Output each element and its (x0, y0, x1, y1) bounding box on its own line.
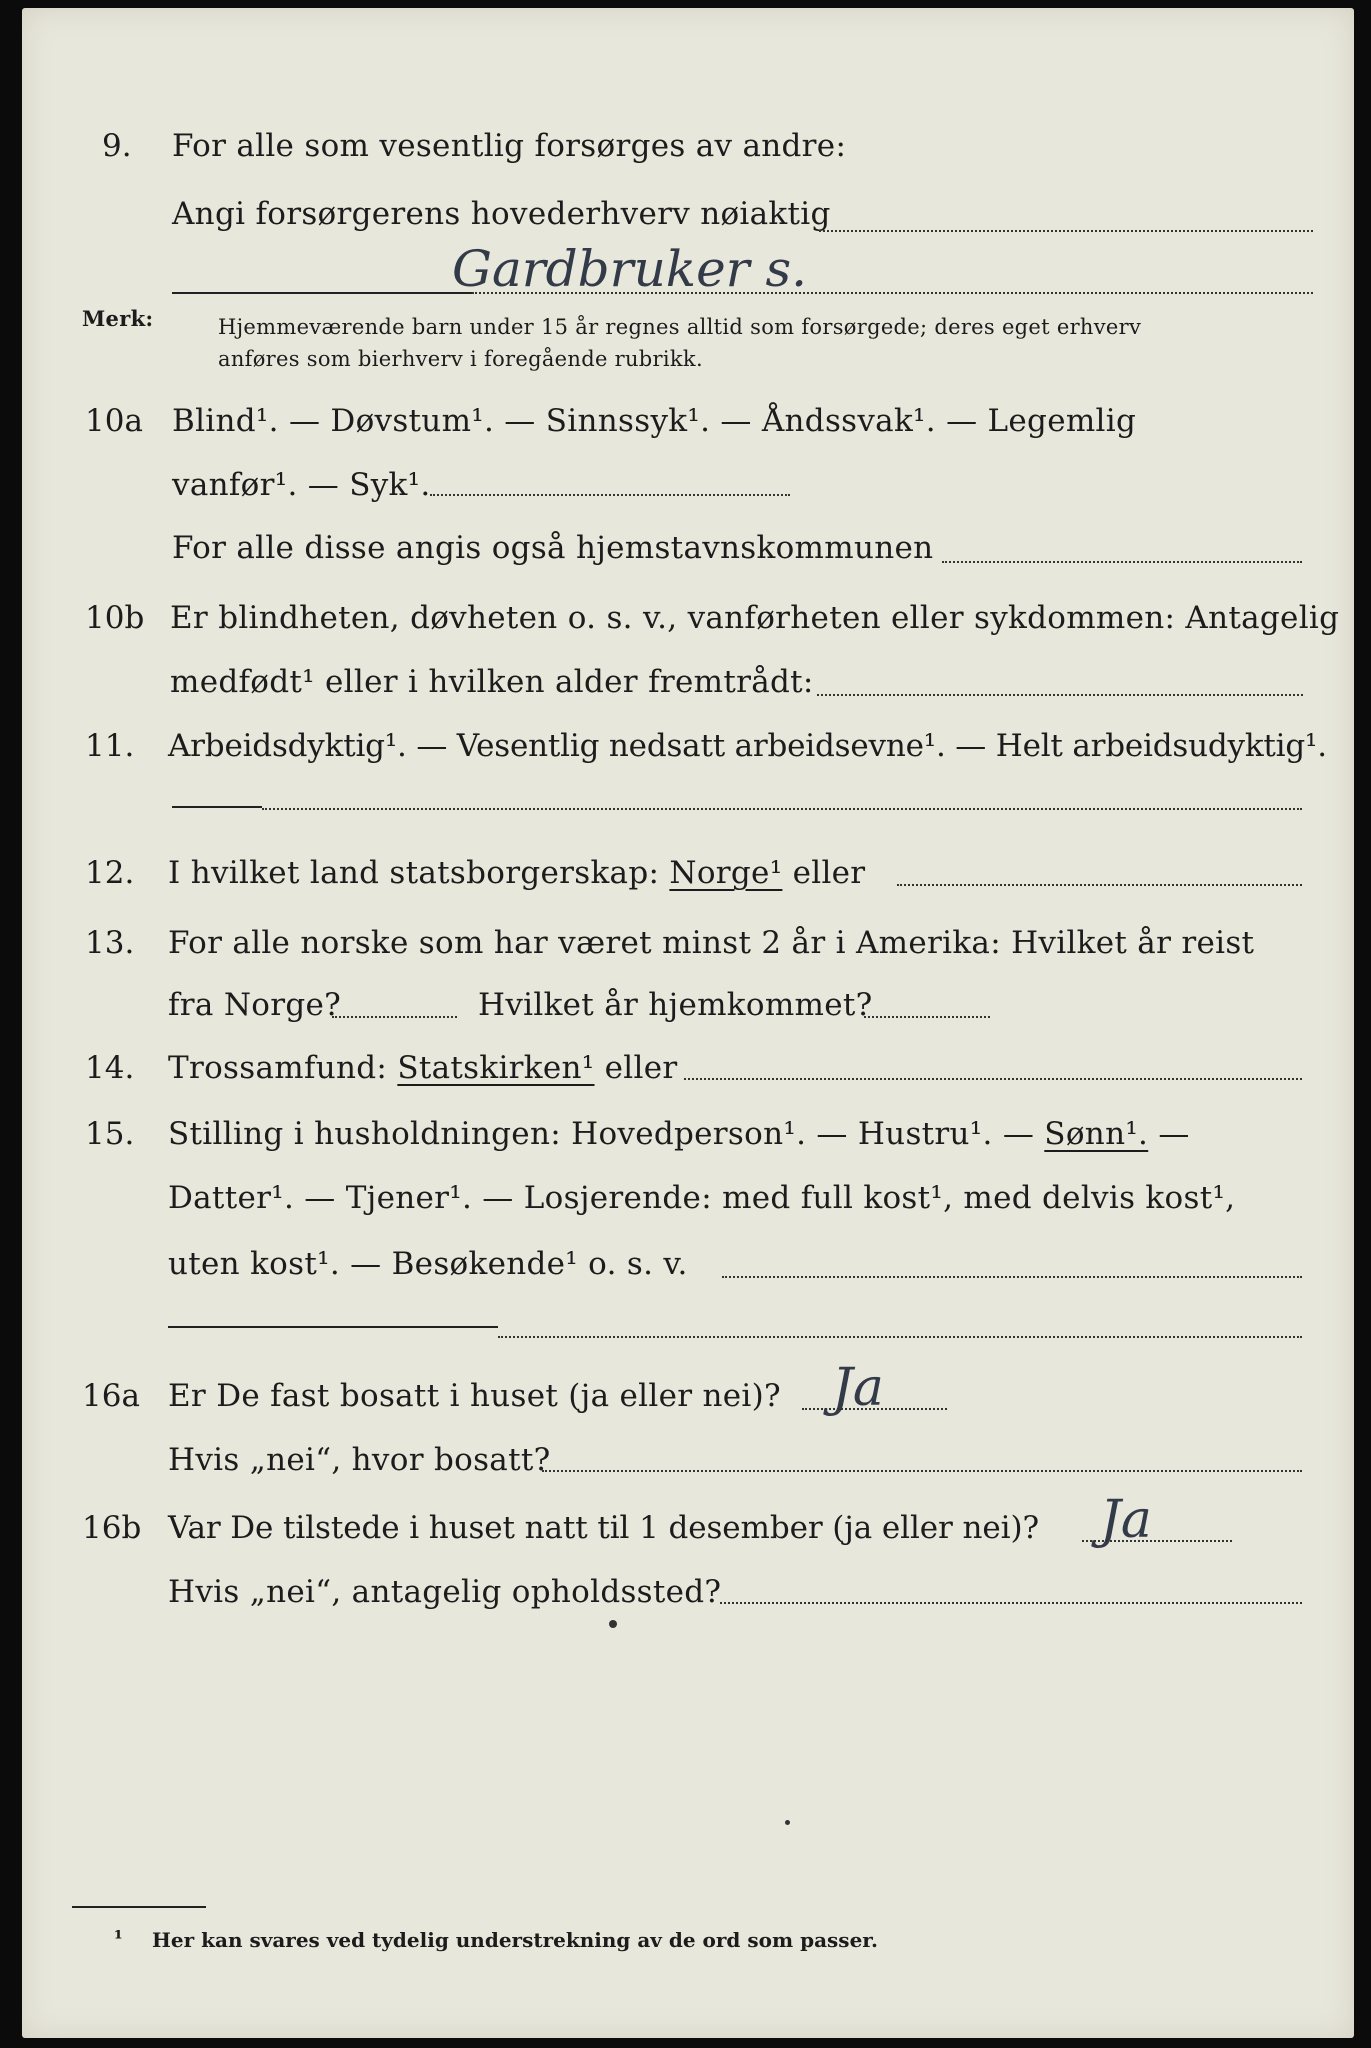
q15-line-1 (168, 1114, 1190, 1154)
census-form-page (22, 8, 1354, 2038)
q10a-syk-line (430, 494, 790, 496)
q11-line-1: Arbeidsdyktig¹. — Vesentlig nedsatt arbeidsevne¹. — Helt arbeidsudyktig¹. (168, 728, 1327, 764)
q10a-line-1: Blind¹. — Døvstum¹. — Sinnssyk¹. — Åndssvak¹. — Legemlig (172, 403, 1137, 439)
q14-number: 14. (85, 1050, 135, 1086)
q15-line-2: Datter¹. — Tjener¹. — Losjerende: med full kost¹, med delvis kost¹, (168, 1180, 1236, 1216)
q16b-line-1: Var De tilstede i huset natt til 1 desember (ja eller nei)? (168, 1510, 1039, 1546)
q15-line-1-dash: — (1158, 1116, 1190, 1152)
q16a-bosatt-line (542, 1470, 1302, 1472)
q10a-line-2: vanfør¹. — Syk¹. (172, 467, 431, 503)
q16b-opholdssted-line (720, 1602, 1302, 1604)
q13-reist-line (332, 1016, 457, 1018)
q16a-handwritten-answer: Ja (832, 1358, 884, 1418)
q10a-hjemstavn-line (942, 561, 1302, 563)
q13-number: 13. (85, 925, 135, 961)
q12-question (168, 853, 865, 893)
q15-line-3: uten kost¹. — Besøkende¹ o. s. v. (168, 1246, 688, 1282)
q14-underlined-answer: Statskirken¹ (397, 1050, 595, 1086)
q13-line-2b: Hvilket år hjemkommet? (478, 987, 873, 1023)
q9-answer-rule (172, 292, 472, 294)
q9-handwritten-answer: Gardbruker s. (452, 240, 808, 298)
q13-line-1: For alle norske som har været minst 2 år i Amerika: Hvilket år reist (168, 925, 1255, 961)
q13-hjemkommet-line (864, 1016, 990, 1018)
q15-line-1-text: Stilling i husholdningen: Hovedperson¹. — Hustru¹. — (168, 1116, 1035, 1152)
q15-number: 15. (85, 1116, 135, 1152)
q12-prefix: I hvilket land statsborgerskap: (168, 855, 660, 891)
q11-answer-dots (262, 808, 1302, 810)
q10a-number: 10a (85, 403, 143, 439)
q14-fill-line (684, 1078, 1302, 1080)
q10a-line-3: For alle disse angis også hjemstavnskommunen (172, 530, 934, 566)
q16a-number: 16a (82, 1378, 140, 1414)
merk-line-2: anføres som bierhverv i foregående rubrikk. (218, 347, 703, 371)
q16b-line-2: Hvis „nei“, antagelig opholdssted? (168, 1574, 722, 1610)
footnote-mark: ¹ (114, 1926, 123, 1950)
q13-line-2a: fra Norge? (168, 987, 342, 1023)
q12-suffix: eller (792, 855, 866, 891)
ink-mark (785, 1820, 790, 1825)
q12-number: 12. (85, 855, 135, 891)
q16b-number: 16b (82, 1510, 142, 1546)
q9-answer-dots (472, 292, 1313, 294)
q10b-fill-line (817, 694, 1303, 696)
q9-instruction: Angi forsørgerens hovederhverv nøiaktig (172, 196, 831, 232)
q12-underlined-answer: Norge¹ (669, 855, 783, 891)
q15-answer-rule (168, 1326, 498, 1328)
footnote-rule (72, 1906, 206, 1908)
q16a-line-1: Er De fast bosatt i huset (ja eller nei)? (168, 1378, 781, 1414)
ink-mark (609, 1620, 617, 1628)
q16b-fill-line (1082, 1540, 1232, 1542)
q9-number: 9. (102, 128, 132, 164)
q15-fill-line (722, 1276, 1302, 1278)
footnote-text: Her kan svares ved tydelig understrekning av de ord som passer. (152, 1928, 878, 1952)
q14-prefix: Trossamfund: (168, 1050, 388, 1086)
q16a-line-2: Hvis „nei“, hvor bosatt? (168, 1442, 551, 1478)
q16a-fill-line (802, 1408, 947, 1410)
q11-number: 11. (85, 728, 135, 764)
q14-suffix: eller (604, 1050, 678, 1086)
q16b-handwritten-answer: Ja (1100, 1490, 1152, 1550)
q10b-line-2: medfødt¹ eller i hvilken alder fremtrådt: (170, 664, 814, 700)
q9-fill-line (819, 230, 1313, 232)
q12-fill-line (897, 884, 1302, 886)
merk-line-1: Hjemmeværende barn under 15 år regnes alltid som forsørgede; deres eget erhverv (218, 315, 1142, 339)
q11-answer-rule (172, 806, 262, 808)
merk-label: Merk: (82, 306, 154, 331)
q15-underlined-answer: Sønn¹. (1044, 1116, 1149, 1152)
q14-question (168, 1048, 678, 1088)
q9-question: For alle som vesentlig forsørges av andre: (172, 128, 847, 164)
q10b-number: 10b (85, 600, 145, 636)
q15-answer-dots (498, 1336, 1302, 1338)
q10b-line-1: Er blindheten, døvheten o. s. v., vanførheten eller sykdommen: Antagelig (170, 600, 1340, 636)
